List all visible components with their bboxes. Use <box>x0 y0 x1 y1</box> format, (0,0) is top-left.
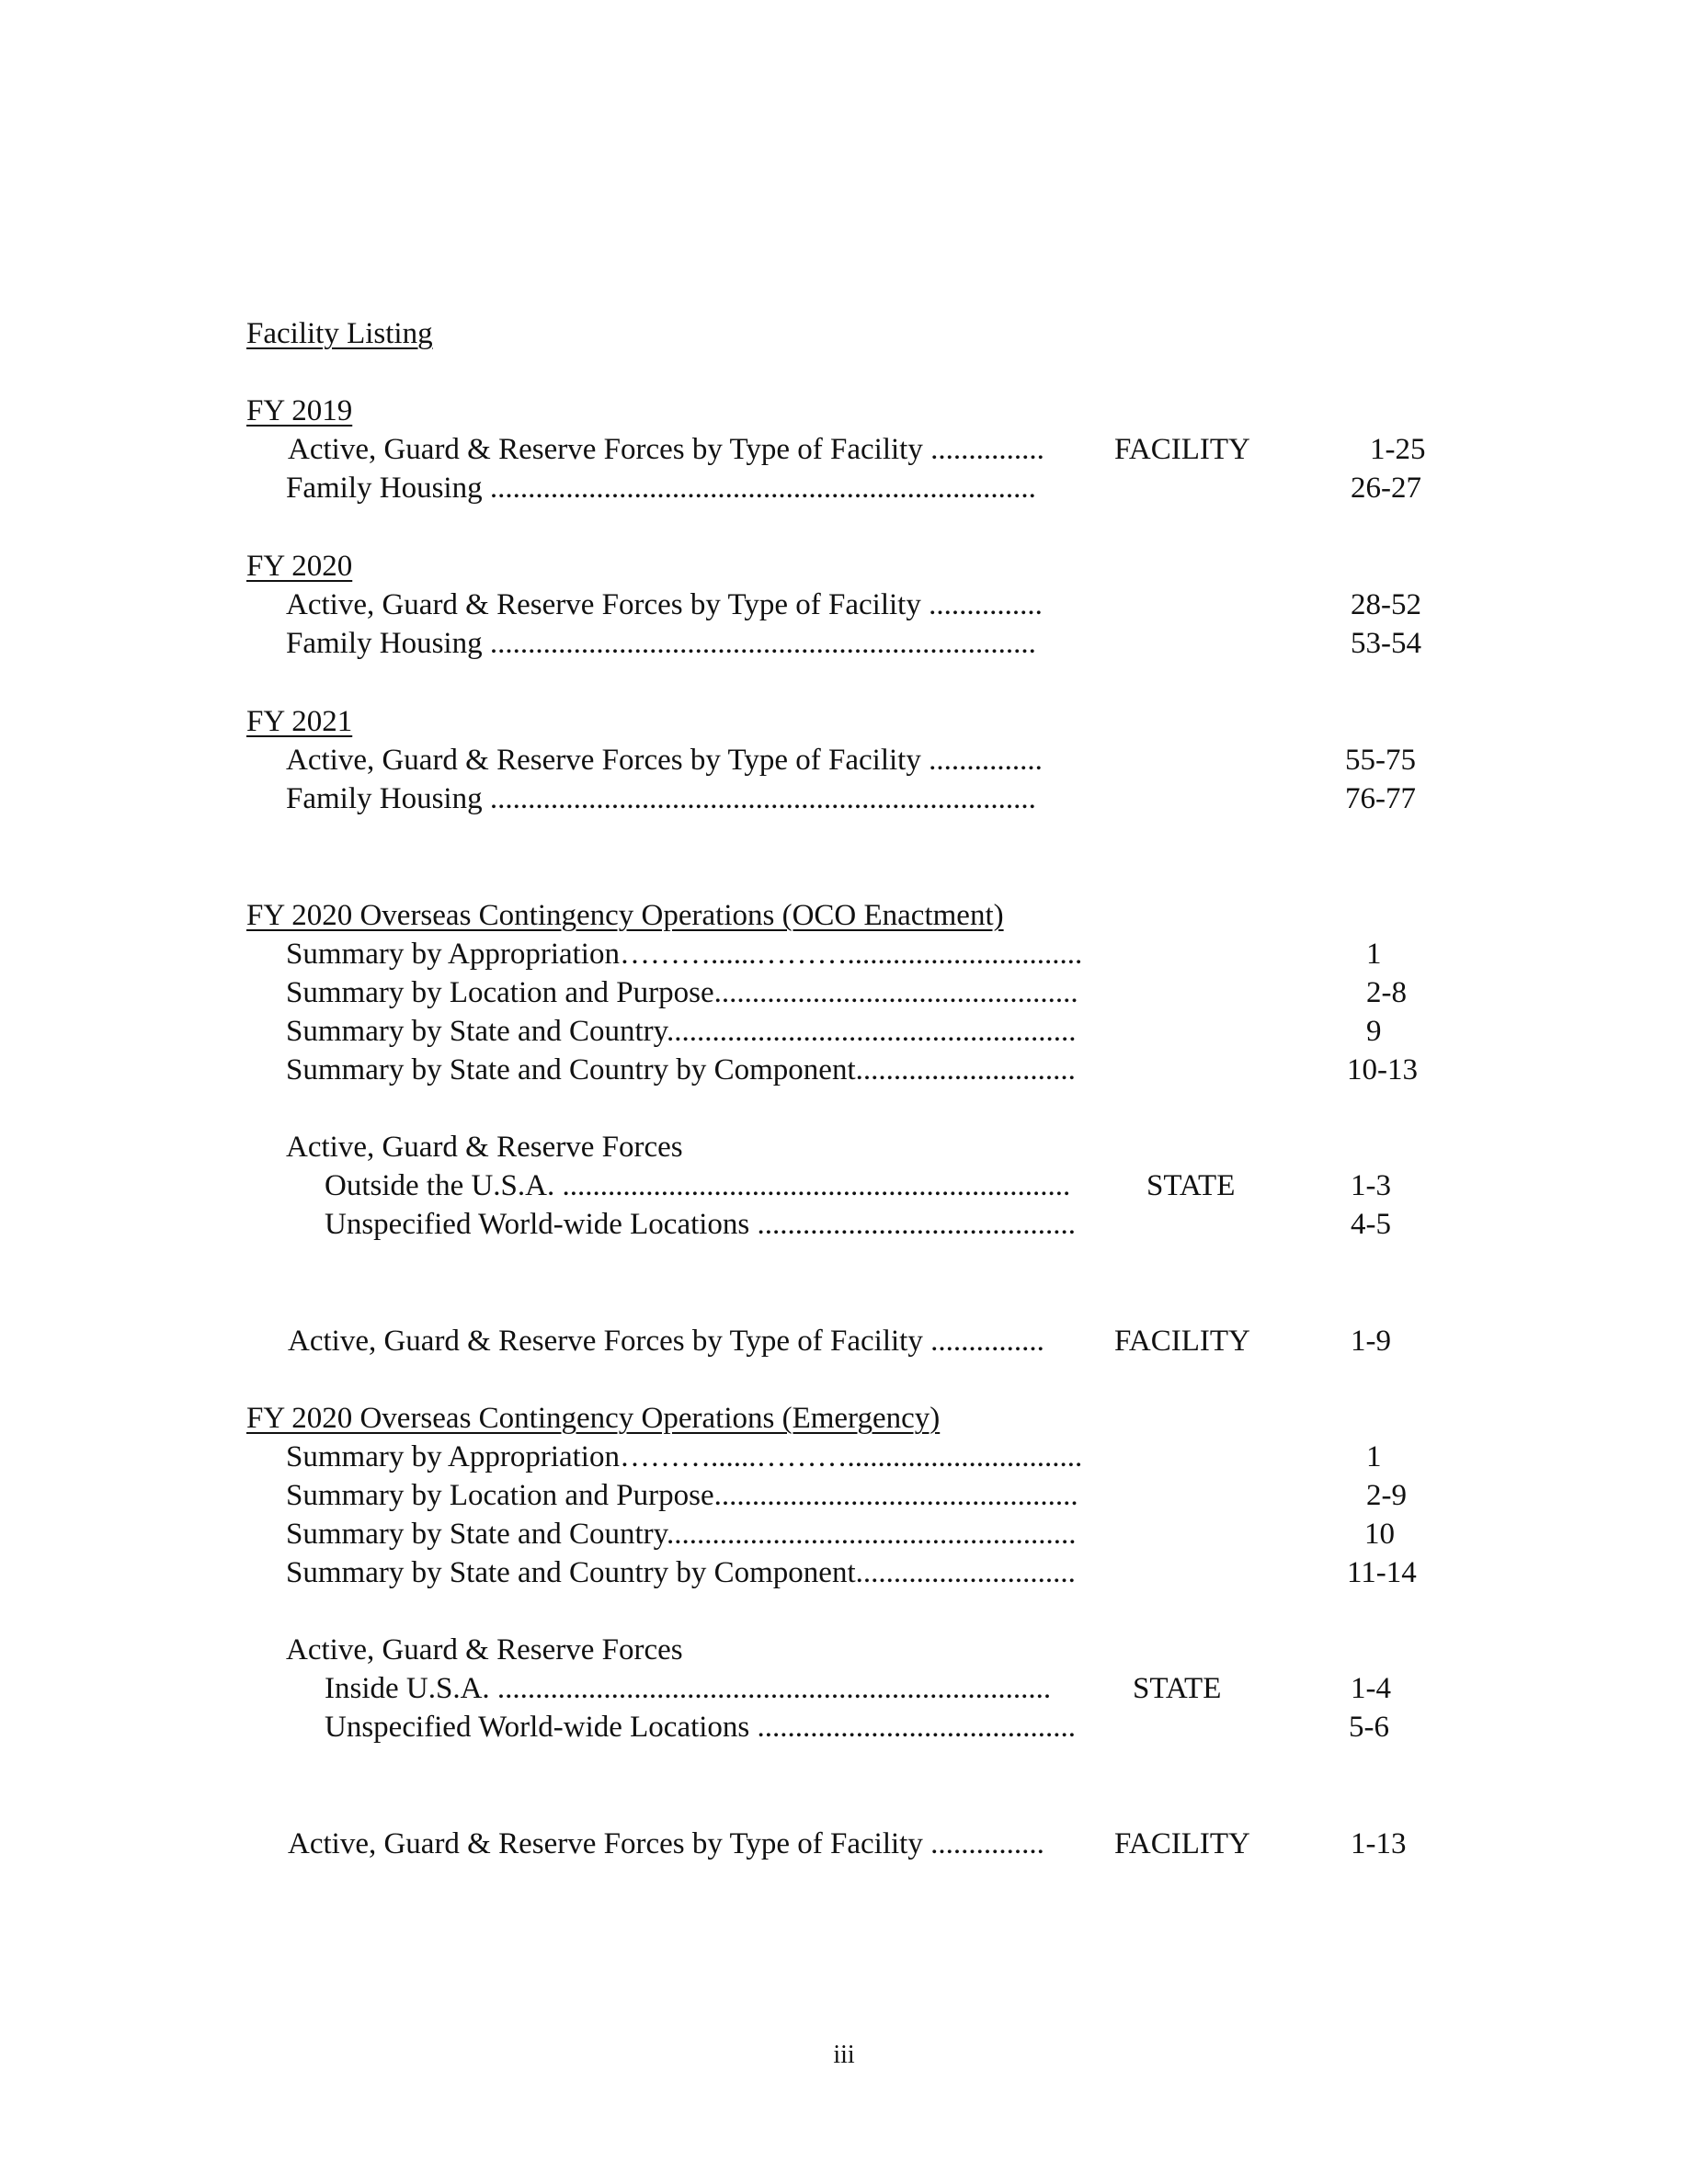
fy2021-facility-pages: 55-75 <box>1345 744 1416 777</box>
oco-emergency-component-entry: Summary by State and Country by Component............................. <box>286 1556 1076 1589</box>
fy2019-facility-pages: 1-25 <box>1370 433 1426 466</box>
fy2021-housing-pages: 76-77 <box>1345 782 1416 815</box>
oco-enactment-facility-entry: Active, Guard & Reserve Forces by Type of Facility ............... <box>288 1325 1053 1358</box>
oco-emergency-location-entry: Summary by Location and Purpose................................................ <box>286 1479 1078 1512</box>
oco-emergency-state-country-entry: Summary by State and Country...................................................... <box>286 1518 1077 1551</box>
oco-emergency-inside-entry: Inside U.S.A. ......................................................................... <box>325 1672 1052 1705</box>
oco-emergency-location-pages: 2-9 <box>1366 1479 1407 1512</box>
oco-enactment-outside-tag: STATE <box>1146 1169 1236 1202</box>
oco-enactment-unspecified-pages: 4-5 <box>1351 1208 1391 1241</box>
fy2019-facility-entry: Active, Guard & Reserve Forces by Type of Facility ............... <box>288 433 1053 466</box>
oco-emergency-heading: FY 2020 Overseas Contingency Operations (Emergency) <box>246 1402 941 1435</box>
oco-enactment-outside-pages: 1-3 <box>1351 1169 1391 1202</box>
fy2019-housing-entry: Family Housing ........................................................................ <box>286 472 1036 505</box>
fy2019-facility-tag: FACILITY <box>1114 433 1250 466</box>
fy2021-heading: FY 2021 <box>246 705 353 738</box>
oco-emergency-facility-tag: FACILITY <box>1114 1827 1250 1860</box>
oco-enactment-state-country-entry: Summary by State and Country...................................................... <box>286 1015 1077 1048</box>
oco-enactment-appropriation-pages: 1 <box>1366 938 1382 971</box>
oco-emergency-inside-pages: 1-4 <box>1351 1672 1391 1705</box>
oco-emergency-unspecified-pages: 5-6 <box>1349 1711 1389 1744</box>
fy2020-facility-pages: 28-52 <box>1351 588 1421 621</box>
oco-enactment-heading: FY 2020 Overseas Contingency Operations (OCO Enactment) <box>246 899 1004 932</box>
facility-listing-heading: Facility Listing <box>246 317 433 350</box>
oco-enactment-component-entry: Summary by State and Country by Component............................. <box>286 1053 1076 1086</box>
oco-enactment-unspecified-entry: Unspecified World-wide Locations .......................................... <box>325 1208 1077 1241</box>
fy2021-facility-entry: Active, Guard & Reserve Forces by Type of Facility ............... <box>286 744 1043 777</box>
oco-emergency-state-country-pages: 10 <box>1364 1518 1395 1551</box>
fy2019-housing-pages: 26-27 <box>1351 472 1421 505</box>
fy2020-facility-entry: Active, Guard & Reserve Forces by Type of Facility ............... <box>286 588 1043 621</box>
oco-enactment-state-country-pages: 9 <box>1366 1015 1382 1048</box>
fy2020-housing-entry: Family Housing ........................................................................ <box>286 627 1036 660</box>
oco-emergency-facility-entry: Active, Guard & Reserve Forces by Type of Facility ............... <box>288 1827 1053 1860</box>
oco-enactment-location-pages: 2-8 <box>1366 976 1407 1009</box>
fy2019-heading: FY 2019 <box>246 394 353 427</box>
oco-enactment-location-entry: Summary by Location and Purpose................................................ <box>286 976 1078 1009</box>
fy2021-housing-entry: Family Housing ........................................................................ <box>286 782 1036 815</box>
oco-emergency-inside-tag: STATE <box>1133 1672 1222 1705</box>
oco-enactment-forces-label: Active, Guard & Reserve Forces <box>286 1131 683 1164</box>
oco-enactment-facility-pages: 1-9 <box>1351 1325 1391 1358</box>
oco-emergency-unspecified-entry: Unspecified World-wide Locations .......................................... <box>325 1711 1077 1744</box>
fy2020-heading: FY 2020 <box>246 550 353 583</box>
oco-emergency-appropriation-pages: 1 <box>1366 1440 1382 1473</box>
oco-enactment-appropriation-entry: Summary by Appropriation………......………............................... <box>286 938 1083 971</box>
oco-emergency-component-pages: 11-14 <box>1347 1556 1417 1589</box>
oco-emergency-forces-label: Active, Guard & Reserve Forces <box>286 1633 683 1666</box>
oco-enactment-outside-entry: Outside the U.S.A. ................................................................... <box>325 1169 1078 1202</box>
fy2020-housing-pages: 53-54 <box>1351 627 1421 660</box>
oco-enactment-facility-tag: FACILITY <box>1114 1325 1250 1358</box>
oco-emergency-appropriation-entry: Summary by Appropriation………......………............................... <box>286 1440 1083 1473</box>
page-number: iii <box>833 2041 855 2069</box>
oco-enactment-component-pages: 10-13 <box>1347 1053 1418 1086</box>
oco-emergency-facility-pages: 1-13 <box>1351 1827 1407 1860</box>
